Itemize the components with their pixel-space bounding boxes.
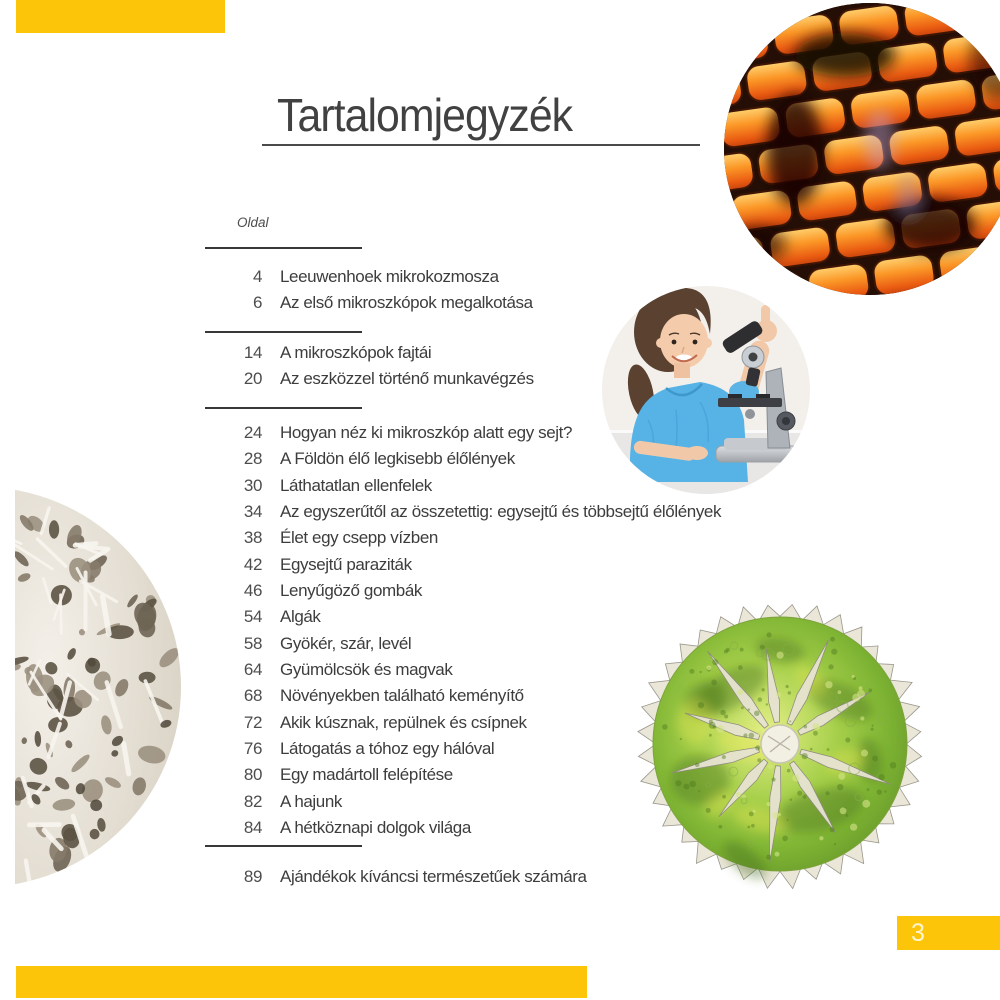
toc-entry-page-number: 6 [252,293,262,313]
toc-entry-title: Akik kúsznak, repülnek és csípnek [280,712,527,732]
toc-entry-title: Lenyűgöző gombák [280,581,422,601]
accent-bar-top-left [16,0,225,33]
toc-section-divider [205,407,362,409]
toc-entry-title: Az első mikroszkópok megalkotása [280,293,533,313]
toc-entry-title: A Földön élő legkisebb élőlények [280,449,515,469]
toc-entry-page-number: 54 [243,607,262,627]
toc-entry-title: Hogyan néz ki mikroszkóp alatt egy sejt? [280,423,573,442]
toc-entry-page-number: 68 [243,686,262,706]
toc-entry-title: A mikroszkópok fajtái [280,343,432,362]
toc-entry-title: Gyökér, szár, levél [280,633,412,653]
toc-entry-page-number: 76 [243,739,262,759]
toc-entry-page-number: 64 [243,660,262,680]
toc-entry-title: Gyümölcsök és magvak [280,660,453,680]
title-underline [262,144,700,146]
toc-entry-page-number: 72 [243,712,262,732]
toc-entry-title: Ajándékok kíváncsi természetűek számára [280,867,587,886]
toc-entry-page-number: 28 [243,449,262,469]
toc-entry-page-number: 89 [243,867,262,886]
toc-entry-page-number: 80 [243,765,262,785]
toc-entry-title: A hajunk [280,791,343,811]
toc-entry-page-number: 38 [243,528,262,548]
toc-entry-page-number: 46 [243,581,262,601]
toc-entry-page-number: 20 [243,369,262,389]
toc-entry [205,499,785,525]
toc-entry-page-number: 82 [243,791,262,811]
toc-entry-title: Növényekben található keményítő [280,686,524,706]
toc-entry-title: Egy madártoll felépítése [280,765,453,785]
toc-entry-title: Az eszközzel történő munkavégzés [280,369,534,389]
toc-entry-page-number: 30 [243,475,262,495]
page-column-label: Oldal [237,215,269,230]
page-number: 3 [911,919,925,947]
page-title: Tartalomjegyzék [277,89,573,141]
sponge-texture-photo [15,487,183,889]
toc-entry-title: Élet egy csepp vízben [280,528,438,548]
girl-with-microscope-photo [602,286,810,494]
green-alga-photo [634,598,926,890]
toc-section-divider [205,247,362,249]
toc-entry-page-number: 24 [243,423,262,442]
toc-entry-title: Leeuwenhoek mikrokozmosza [280,267,499,286]
toc-section-divider [205,331,362,333]
toc-entry-page-number: 4 [252,267,262,286]
toc-entry-page-number: 42 [243,554,262,574]
toc-entry-title: A hétköznapi dolgok világa [280,818,471,838]
page-number-badge [897,916,1000,950]
toc-entry-page-number: 34 [243,502,262,522]
toc-entry-page-number: 58 [243,633,262,653]
toc-entry-page-number: 84 [243,818,262,838]
toc-entry-title: Algák [280,607,321,627]
butterfly-wing-scales-photo [724,3,1000,295]
toc-section-divider [205,845,362,847]
toc-entry-title: Látogatás a tóhoz egy hálóval [280,739,495,759]
accent-bar-bottom [16,966,587,998]
toc-entry [205,552,785,578]
toc-entry-title: Az egyszerűtől az összetettig: egysejtű és többsejtű élőlények [280,502,722,522]
toc-entry [205,525,785,551]
toc-entry-title: Egysejtű paraziták [280,554,412,574]
toc-entry-title: Láthatatlan ellenfelek [280,475,432,495]
toc-entry-page-number: 14 [243,343,262,362]
